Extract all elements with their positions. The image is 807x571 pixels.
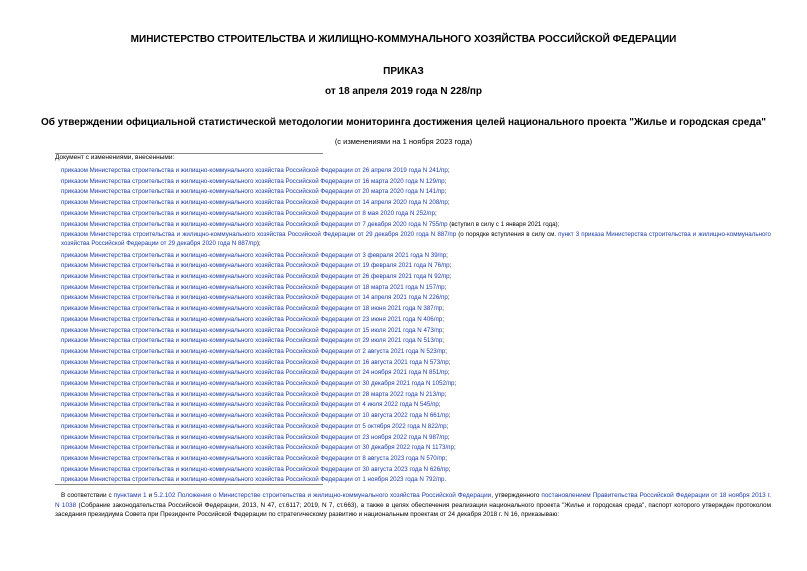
link-clauses-1[interactable]: пунктами 1	[113, 492, 147, 499]
doc-type: ПРИКАЗ	[383, 66, 424, 77]
amendment-note: (о порядке вступления в силу см.	[456, 231, 559, 239]
list-item	[55, 454, 771, 465]
list-item	[55, 400, 771, 411]
preamble-paragraph: В соответствии с пунктами 1 и 5.2.102 Положения о Министерстве строительства и жилищно-коммунального хозяйства Российской Федерации, утвержденного постановлением Правительства Российской Федерации от 18 ноября 2013 г. N 1038 (Собрание законодательства Российской Федерации, 2013, N 47, ст.6117; 2019, N 7, ст.663), а также в целях обеспечения реализации национального проекта "Жилье и городская среда", паспорт которого утвержден протоколом заседания президиума Совета при Президенте Российской Федерации по стратегическому развитию и национальным проектам от 24 декабря 2018 г. N 16, приказываю:	[55, 492, 771, 518]
list-item	[55, 220, 771, 231]
amendment-link[interactable]: приказом Министерства строительства и жилищно-коммунального хозяйства Российской Федерации от 5 октября 2022 года N 822/пр	[61, 422, 447, 430]
amendment-link[interactable]: приказом Министерства строительства и жилищно-коммунального хозяйства Российской Федерации от 2 августа 2021 года N 523/пр	[61, 347, 446, 355]
amendment-link[interactable]: приказом Министерства строительства и жилищно-коммунального хозяйства Российской Федерации от 19 февраля 2021 года N 76/пр	[61, 262, 450, 270]
list-item	[55, 261, 771, 272]
amendment-link[interactable]: приказом Министерства строительства и жилищно-коммунального хозяйства Российской Федерации от 14 апреля 2020 года N 208/пр	[61, 199, 448, 207]
amendment-suffix: ;	[447, 294, 450, 302]
list-item	[55, 166, 771, 177]
list-item	[55, 347, 771, 358]
amendment-suffix: ;	[446, 251, 448, 259]
amendment-suffix: ;	[446, 422, 449, 430]
amendments-heading: Документ с изменениями, внесенными:	[55, 154, 175, 161]
amendment-link[interactable]: приказом Министерства строительства и жилищно-коммунального хозяйства Российской Федерации от 18 июня 2021 года N 387/пр	[61, 305, 443, 313]
amendment-suffix: ;	[442, 326, 445, 334]
list-item	[55, 272, 771, 283]
amendment-suffix: ;	[438, 401, 441, 409]
edition-note: (с изменениями на 1 ноября 2023 года)	[334, 137, 473, 146]
doc-date-number: от 18 апреля 2019 года N 228/пр	[324, 86, 482, 97]
amendment-suffix: ;	[448, 358, 451, 366]
list-item	[55, 422, 771, 433]
amendment-suffix: ;	[434, 209, 437, 217]
amendment-link[interactable]: приказом Министерства строительства и жилищно-коммунального хозяйства Российской Федерации от 8 августа 2023 года N 570/пр	[61, 454, 446, 462]
list-item	[55, 379, 771, 390]
list-item	[55, 283, 771, 294]
amendment-suffix: ;	[444, 283, 447, 291]
list-item	[55, 177, 771, 188]
list-item	[55, 443, 771, 454]
amendment-link[interactable]: приказом Министерства строительства и жилищно-коммунального хозяйства Российской Федерации от 29 июля 2021 года N 513/пр	[61, 337, 443, 345]
amendment-link[interactable]: приказом Министерства строительства и жилищно-коммунального хозяйства Российской Федерации от 7 декабря 2020 года N 755/пр	[61, 220, 448, 228]
amendment-link[interactable]: приказом Министерства строительства и жилищно-коммунального хозяйства Российской Федерации от 30 декабря 2021 года N 1052/пр	[61, 380, 455, 388]
amendment-clause-link[interactable]: пункт 3 приказа Министерства строительства и жилищно-коммунального хозяйства Российской Федерации от 29 декабря 2020 года N 887/пр	[61, 231, 771, 248]
list-item	[55, 304, 771, 315]
amendment-link[interactable]: приказом Министерства строительства и жилищно-коммунального хозяйства Российской Федерации от 26 февраля 2021 года N 92/пр	[61, 273, 450, 281]
amendment-suffix: ;	[449, 262, 452, 270]
amendment-suffix: .	[444, 476, 447, 484]
list-item	[55, 293, 771, 304]
ministry-name: МИНИСТЕРСТВО СТРОИТЕЛЬСТВА И ЖИЛИЩНО-КОММУНАЛЬНОГО ХОЗЯЙСТВА РОССИЙСКОЙ ФЕДЕРАЦИИ	[130, 34, 677, 45]
amendment-link[interactable]: приказом Министерства строительства и жилищно-коммунального хозяйства Российской Федерации от 10 августа 2022 года N 661/пр	[61, 412, 449, 420]
amendment-link[interactable]: приказом Министерства строительства и жилищно-коммунального хозяйства Российской Федерации от 8 мая 2020 года N 252/пр	[61, 209, 435, 217]
list-item	[55, 251, 771, 262]
list-item	[55, 433, 771, 444]
amendment-link[interactable]: приказом Министерства строительства и жилищно-коммунального хозяйства Российской Федерации от 24 ноября 2021 года N 851/пр	[61, 369, 448, 377]
amendments-list	[55, 166, 771, 486]
amendment-suffix: ;	[447, 369, 450, 377]
amendment-suffix: ;	[445, 347, 447, 355]
amendment-suffix: ;	[442, 315, 444, 323]
divider-bottom	[55, 484, 323, 485]
list-item	[55, 390, 771, 401]
doc-title: Об утверждении официальной статистической методологии мониторинга достижения целей национального проекта "Жилье и городская среда"	[40, 117, 767, 128]
list-item	[55, 411, 771, 422]
amendment-suffix: ;	[442, 337, 445, 345]
amendment-link[interactable]: приказом Министерства строительства и жилищно-коммунального хозяйства Российской Федерации от 18 марта 2021 года N 157/пр	[61, 283, 445, 291]
amendment-link[interactable]: приказом Министерства строительства и жилищно-коммунального хозяйства Российской Федерации от 14 апреля 2021 года N 226/пр	[61, 294, 448, 302]
amendment-link[interactable]: приказом Министерства строительства и жилищно-коммунального хозяйства Российской Федерации от 29 декабря 2020 года N 887/пр	[61, 231, 457, 239]
amendment-suffix: );	[256, 240, 261, 248]
amendment-link[interactable]: приказом Министерства строительства и жилищно-коммунального хозяйства Российской Федерации от 30 августа 2023 года N 626/пр	[61, 465, 449, 473]
list-item	[55, 209, 771, 220]
amendment-suffix: (вступил в силу с 1 января 2021 года);	[447, 220, 560, 228]
amendment-suffix: ;	[444, 390, 447, 398]
list-item	[55, 315, 771, 326]
list-item	[55, 368, 771, 379]
amendment-suffix: ;	[444, 188, 447, 196]
amendment-suffix: ;	[454, 380, 457, 388]
amendment-link[interactable]: приказом Министерства строительства и жилищно-коммунального хозяйства Российской Федерации от 20 марта 2020 года N 141/пр	[61, 188, 445, 196]
list-item	[55, 187, 771, 198]
list-item	[55, 465, 771, 476]
amendment-link[interactable]: приказом Министерства строительства и жилищно-коммунального хозяйства Российской Федерации от 1 ноября 2023 года N 792/пр	[61, 476, 445, 484]
amendment-suffix: ;	[445, 454, 447, 462]
amendment-link[interactable]: приказом Министерства строительства и жилищно-коммунального хозяйства Российской Федерации от 16 марта 2020 года N 129/пр	[61, 177, 445, 185]
amendment-suffix: ;	[448, 412, 451, 420]
amendment-suffix: ;	[444, 177, 447, 185]
list-item	[55, 198, 771, 209]
list-item	[55, 358, 771, 369]
amendment-link[interactable]: приказом Министерства строительства и жилищно-коммунального хозяйства Российской Федерации от 16 августа 2021 года N 573/пр	[61, 358, 449, 366]
amendment-link[interactable]: приказом Министерства строительства и жилищно-коммунального хозяйства Российской Федерации от 23 ноября 2022 года N 987/пр	[61, 433, 448, 441]
amendment-link[interactable]: приказом Министерства строительства и жилищно-коммунального хозяйства Российской Федерации от 4 июля 2022 года N 545/пр	[61, 401, 439, 409]
amendment-suffix: ;	[453, 444, 456, 452]
amendment-suffix: ;	[449, 273, 452, 281]
amendment-link[interactable]: приказом Министерства строительства и жилищно-коммунального хозяйства Российской Федерации от 23 июня 2021 года N 406/пр	[61, 315, 443, 323]
link-regulation[interactable]: 5.2.102 Положения о Министерстве строительства и жилищно-коммунального хозяйства Российской Федерации	[154, 492, 492, 499]
amendment-suffix: ;	[442, 305, 444, 313]
amendment-link[interactable]: приказом Министерства строительства и жилищно-коммунального хозяйства Российской Федерации от 3 февраля 2021 года N 39/пр	[61, 251, 447, 259]
link-government-decree[interactable]: постановлением Правительства Российской Федерации от 18 ноября 2013 г. N 1038	[55, 492, 771, 509]
amendment-suffix: ;	[448, 465, 451, 473]
amendment-link[interactable]: приказом Министерства строительства и жилищно-коммунального хозяйства Российской Федерации от 15 июля 2021 года N 473/пр	[61, 326, 443, 334]
amendment-suffix: ;	[447, 433, 450, 441]
amendment-suffix: ;	[447, 167, 450, 174]
list-item	[55, 326, 771, 337]
list-item	[55, 336, 771, 347]
amendment-link[interactable]: приказом Министерства строительства и жилищно-коммунального хозяйства Российской Федерации от 26 апреля 2019 года N 241/пр	[61, 167, 448, 174]
amendment-link[interactable]: приказом Министерства строительства и жилищно-коммунального хозяйства Российской Федерации от 28 марта 2022 года N 213/пр	[61, 390, 445, 398]
amendment-link[interactable]: приказом Министерства строительства и жилищно-коммунального хозяйства Российской Федерации от 30 декабря 2022 года N 1173/пр	[61, 444, 454, 452]
list-item	[55, 230, 771, 250]
amendment-suffix: ;	[447, 199, 450, 207]
